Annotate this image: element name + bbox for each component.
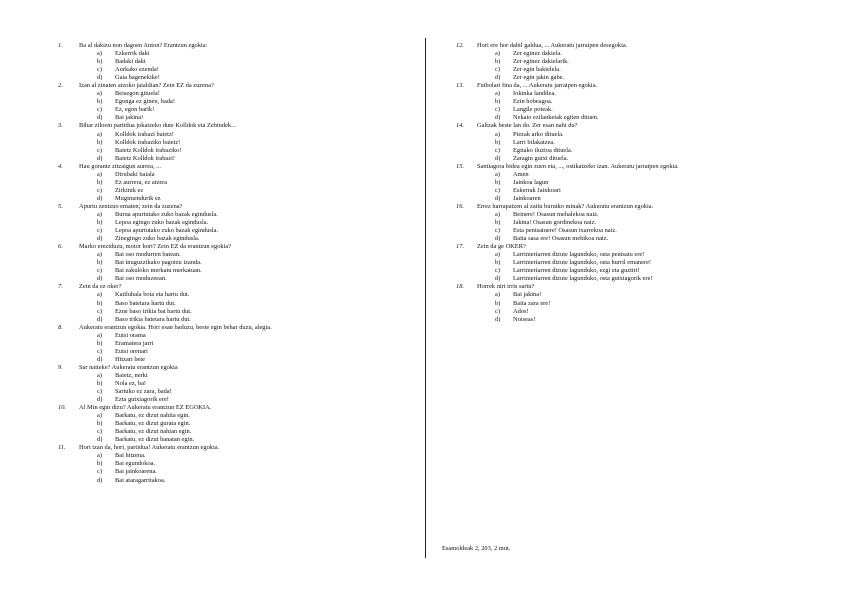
option-text: Ados! <box>513 307 529 315</box>
answer-option <box>58 66 388 74</box>
answer-option <box>456 179 796 187</box>
option-letter: d) <box>495 194 501 202</box>
question-number: 5. <box>58 202 63 210</box>
answer-option <box>58 235 388 243</box>
answer-option <box>58 396 388 404</box>
question-number: 2. <box>58 82 63 90</box>
answer-option <box>456 139 796 147</box>
answer-option <box>58 348 388 356</box>
answer-option <box>456 291 796 299</box>
answer-option <box>58 98 388 106</box>
answer-option <box>456 187 796 195</box>
option-text: Badaki daki <box>115 58 146 66</box>
question-text: Zein da ge OKER? <box>477 243 526 251</box>
option-text: Baso trikia batetara hartu dut. <box>115 315 191 323</box>
option-text: Ezkerrik daki <box>115 50 150 58</box>
option-letter: a) <box>97 291 102 299</box>
question <box>58 324 388 332</box>
answer-option <box>58 50 388 58</box>
option-letter: a) <box>97 210 102 218</box>
option-letter: c) <box>495 227 500 235</box>
question-text: Hori ere hor dabil galdua, ... Aukeratu jarraipen desegokia. <box>477 42 628 49</box>
question-number: 17. <box>456 243 464 251</box>
option-text: Bai inuguzzikako pagotzu izanda. <box>115 259 202 267</box>
answer-option <box>58 356 388 364</box>
option-text: Nekaio ezilanketak egiten dituen. <box>513 114 599 122</box>
question-number: 8. <box>58 323 63 331</box>
option-letter: c) <box>97 307 102 315</box>
answer-option <box>456 106 796 114</box>
option-letter: c) <box>495 66 500 74</box>
answer-option <box>58 251 388 259</box>
answer-option <box>58 267 388 275</box>
option-text: Langile poteak. <box>513 106 553 114</box>
option-letter: a) <box>97 90 102 98</box>
answer-option <box>58 171 388 179</box>
option-text: Jainkoa lagun <box>513 178 549 186</box>
answer-option <box>58 477 388 485</box>
option-letter: c) <box>495 186 500 194</box>
option-text: Bai jakina! <box>115 114 144 122</box>
option-text: Ez, egon barik! <box>115 106 155 114</box>
question-text: Ba al dakizu non dagoen Anton? Erantzun egokia: <box>79 42 208 49</box>
option-letter: c) <box>97 267 102 275</box>
question-text: Sar naiteke? Aukeratu erantzun egokia <box>79 363 178 371</box>
answer-option <box>58 420 388 428</box>
option-letter: c) <box>97 146 102 154</box>
option-letter: b) <box>97 58 103 66</box>
question <box>456 163 796 171</box>
option-letter: a) <box>97 50 102 58</box>
question <box>456 82 796 90</box>
option-text: Larrimeriarren dizute lagunduko, osta hurril emanere! <box>513 259 652 267</box>
option-letter: a) <box>495 291 500 299</box>
question-number: 13. <box>456 82 464 90</box>
answer-option <box>58 388 388 396</box>
question-text: Errez harrapatzen al zaitu burutko minak? Aukeratu erantzun egokia. <box>477 202 654 210</box>
answer-option <box>58 316 388 324</box>
option-text: Egitako iluzioa dituela. <box>513 146 573 154</box>
answer-option <box>58 74 388 82</box>
answer-option <box>58 90 388 98</box>
question-text: Horrek nirt irris sartu? <box>477 283 535 291</box>
option-letter: d) <box>495 235 501 243</box>
right-column <box>456 42 796 324</box>
option-letter: b) <box>495 299 501 307</box>
question-text: Futbolari fina da, ... Aukeratu jarraipen egokia. <box>477 82 598 90</box>
question <box>58 42 388 50</box>
option-text: Egonga ez ginen, bada! <box>115 98 175 106</box>
option-letter: b) <box>495 58 501 66</box>
answer-option <box>58 452 388 460</box>
option-text: Bai ataragarritakoa. <box>115 476 166 484</box>
option-text: Amen <box>513 170 529 178</box>
option-text: Esta pentsatuere! Osasun txarrekoa naiz. <box>513 227 617 235</box>
answer-option <box>58 187 388 195</box>
option-text: Zer egin jakin gabe. <box>513 74 565 82</box>
option-text: Bai hitzena. <box>115 452 146 460</box>
option-letter: d) <box>97 194 103 202</box>
question-number: 14. <box>456 122 464 130</box>
question <box>456 122 796 130</box>
answer-option <box>58 275 388 283</box>
answer-option <box>58 139 388 147</box>
option-letter: c) <box>97 227 102 235</box>
question-text: Aukeratu erantzun egokia. Hori esan baduzu, beste egin behar duzu, alegia. <box>79 323 272 331</box>
answer-option <box>58 291 388 299</box>
option-letter: a) <box>495 251 500 259</box>
option-text: Noiseas! <box>513 315 536 323</box>
question <box>456 203 796 211</box>
option-text: Baita zara ere! <box>513 299 551 307</box>
option-letter: b) <box>97 219 103 227</box>
option-text: Baietz, nerki <box>115 371 148 379</box>
answer-option <box>456 131 796 139</box>
option-letter: b) <box>495 138 501 146</box>
answer-option <box>58 195 388 203</box>
option-text: Zer egin bakielela. <box>513 66 561 74</box>
option-text: Ezin hobeagoa. <box>513 98 553 106</box>
option-text: Nola ez, ba! <box>115 379 147 387</box>
question-number: 15. <box>456 162 464 170</box>
option-letter: b) <box>97 299 103 307</box>
answer-option <box>58 114 388 122</box>
answer-option <box>456 147 796 155</box>
question <box>58 404 388 412</box>
option-text: Barkatu, ez dizut gurata egin. <box>115 420 191 428</box>
answer-option <box>456 171 796 179</box>
option-text: Ezta gutxiagorik ere! <box>115 396 169 404</box>
option-text: Eutsi orenari <box>115 347 148 355</box>
question-text: Hau gorantz zitzaigun aurrea, ... <box>79 162 161 170</box>
column-divider <box>425 38 426 558</box>
question-text: Santiagora bidea egin zuen eta, ..., ostikatzeko izan. Aukeratu jarraipen egokia. <box>477 162 679 170</box>
answer-option <box>456 235 796 243</box>
option-letter: b) <box>495 98 501 106</box>
option-letter: a) <box>97 130 102 138</box>
option-text: Burua apurtutako zuko bazak egindusla. <box>115 210 218 218</box>
option-letter: c) <box>97 468 102 476</box>
option-text: Aurkako ezenda! <box>115 66 159 74</box>
option-letter: b) <box>495 259 501 267</box>
answer-option <box>456 251 796 259</box>
option-text: Baietz Kolldok irabaziko! <box>115 146 182 154</box>
option-text: Larrimeriarren dizute lagunduko, osta gutxiagorik ere! <box>513 275 653 283</box>
option-text: Hitzari bete <box>115 355 145 363</box>
option-letter: b) <box>97 259 103 267</box>
question-text: Hori izan da, hori, partidua! Aukeratu erantzun egokia. <box>79 444 220 452</box>
option-text: Sartuko ez zara, bada! <box>115 388 172 396</box>
answer-option <box>58 58 388 66</box>
option-letter: c) <box>97 388 102 396</box>
question-text: Izan al zinaten atzoko jaialdian? Zein EZ da zuzena? <box>79 82 214 90</box>
option-text: Eutsi orama <box>115 331 146 339</box>
option-text: Mugimendurik ez <box>115 194 161 202</box>
option-text: Bai egundokoa. <box>115 460 156 468</box>
question-number: 18. <box>456 283 464 291</box>
answer-option <box>58 308 388 316</box>
answer-option <box>58 428 388 436</box>
option-letter: b) <box>97 379 103 387</box>
option-text: Beinere! Osasun mehalekoa naiz. <box>513 210 599 218</box>
answer-option <box>456 219 796 227</box>
question-number: 7. <box>58 283 63 291</box>
option-letter: a) <box>97 412 102 420</box>
question <box>58 163 388 171</box>
option-letter: d) <box>97 275 103 283</box>
option-text: Lepoa apurtutako zuko bazak egindusla. <box>115 227 219 235</box>
answer-option <box>58 332 388 340</box>
question <box>58 283 388 291</box>
answer-option <box>456 300 796 308</box>
answer-option <box>58 460 388 468</box>
question-number: 9. <box>58 363 63 371</box>
option-text: Bai jainkoarena. <box>115 468 157 476</box>
option-letter: d) <box>97 476 103 484</box>
option-text: Kolldok irabazi baietz! <box>115 130 174 138</box>
option-text: Barkatu, ez dizut nahian egin. <box>115 428 192 436</box>
option-text: Zirkinik ez <box>115 186 144 194</box>
option-text: Jainkoaren <box>513 194 541 202</box>
option-letter: b) <box>97 178 103 186</box>
option-letter: c) <box>97 428 102 436</box>
option-text: Bai oso modurren batean. <box>115 251 181 259</box>
question <box>58 243 388 251</box>
page-footer: Esamoldeak 2, 203, 2 mut. <box>442 545 511 552</box>
question-number: 16. <box>456 202 464 210</box>
option-text: Piezak arko dituela. <box>513 130 564 138</box>
option-text: Larrimeriarren dizute lagunduko, ezgi eta guztiri! <box>513 267 640 275</box>
answer-option <box>58 211 388 219</box>
option-text: Barkatu, ez dizut banatan egin. <box>115 436 195 444</box>
answer-option <box>456 316 796 324</box>
option-text: Dirubaki baiala <box>115 170 155 178</box>
option-letter: d) <box>495 315 501 323</box>
option-letter: c) <box>97 347 102 355</box>
option-text: Barkatu, ez dizut nahita egin. <box>115 412 190 420</box>
option-letter: d) <box>97 74 103 82</box>
answer-option <box>58 372 388 380</box>
left-column <box>58 42 388 485</box>
option-text: Jakina! Osasun gordinekoa naiz. <box>513 219 597 227</box>
option-text: Bai jakina! <box>513 291 542 299</box>
answer-option <box>58 131 388 139</box>
option-letter: a) <box>97 251 102 259</box>
option-text: Bai zakuloko merkatu merkatuan. <box>115 267 202 275</box>
answer-option <box>456 275 796 283</box>
option-text: Katiluhala bota eta hartu dut. <box>115 291 190 299</box>
answer-option <box>58 259 388 267</box>
option-letter: c) <box>97 106 102 114</box>
option-text: Bai oso moduzeean. <box>115 275 167 283</box>
answer-option <box>456 50 796 58</box>
option-letter: a) <box>495 210 500 218</box>
question-text: Bihar ziloem partidua jokatzeko dute Kolldok eta Zebindek... <box>79 122 236 130</box>
option-letter: b) <box>97 98 103 106</box>
option-letter: a) <box>97 170 102 178</box>
answer-option <box>58 436 388 444</box>
answer-option <box>58 340 388 348</box>
answer-option <box>58 227 388 235</box>
option-letter: d) <box>97 235 103 243</box>
option-text: Baso batetara hartu dut. <box>115 299 176 307</box>
answer-option <box>456 66 796 74</box>
option-text: Baietz Kolldok irabazi! <box>115 154 175 162</box>
answer-option <box>58 468 388 476</box>
answer-option <box>456 98 796 106</box>
question-number: 12. <box>456 42 464 49</box>
option-letter: b) <box>495 178 501 186</box>
question-number: 4. <box>58 162 63 170</box>
option-text: Eramatera jarri <box>115 339 154 347</box>
question-text: Galtzak beste lan du. Zer esan nahi du? <box>477 122 578 130</box>
option-letter: d) <box>495 154 501 162</box>
option-letter: d) <box>97 436 103 444</box>
answer-option <box>58 147 388 155</box>
option-text: Kolldok irabaziko baietz! <box>115 138 181 146</box>
question <box>58 82 388 90</box>
question-number: 6. <box>58 243 63 251</box>
option-text: Iokinka landilea. <box>513 90 556 98</box>
option-text: Ezne baso trikia bat hartu dut. <box>115 307 192 315</box>
option-letter: d) <box>97 315 103 323</box>
option-text: Larrimeriarren dizute lagunduko, osta pentsatu ere! <box>513 251 645 259</box>
option-text: Zaragin gutxi dituela. <box>513 154 569 162</box>
question-number: 11. <box>58 444 66 452</box>
option-text: Beisegon gituela! <box>115 90 160 98</box>
question <box>58 203 388 211</box>
option-text: Eskerrak Jainkoari <box>513 186 561 194</box>
option-letter: d) <box>97 114 103 122</box>
option-letter: c) <box>97 186 102 194</box>
question <box>58 364 388 372</box>
option-letter: c) <box>495 106 500 114</box>
option-text: Baita sasa ere! Osasun mehikoa naiz. <box>513 235 609 243</box>
question-number: 10. <box>58 404 66 412</box>
option-letter: b) <box>97 460 103 468</box>
question-text: Zein da ez oker? <box>79 283 122 291</box>
option-letter: a) <box>97 452 102 460</box>
question <box>456 42 796 50</box>
answer-option <box>58 155 388 163</box>
question-text: Al Min egin dizu? Aukeratu erantzun EZ EGOKIA. <box>79 404 212 412</box>
question <box>456 243 796 251</box>
answer-option <box>456 155 796 163</box>
option-letter: c) <box>495 267 500 275</box>
option-letter: d) <box>495 114 501 122</box>
answer-option <box>58 380 388 388</box>
answer-option <box>58 412 388 420</box>
option-letter: a) <box>495 130 500 138</box>
answer-option <box>456 114 796 122</box>
option-letter: d) <box>97 396 103 404</box>
answer-option <box>456 211 796 219</box>
option-letter: a) <box>495 50 500 58</box>
answer-option <box>456 267 796 275</box>
question-text: Marko ereziduzu, motor hori? Zein EZ da erantzun egokia? <box>79 243 232 251</box>
option-text: Gaia bagenekike! <box>115 74 160 82</box>
answer-option <box>58 300 388 308</box>
option-letter: d) <box>495 74 501 82</box>
answer-option <box>58 106 388 114</box>
option-text: Ez aurrera, ez atzera <box>115 178 168 186</box>
question-number: 3. <box>58 122 63 130</box>
option-letter: a) <box>97 371 102 379</box>
option-letter: c) <box>97 66 102 74</box>
answer-option <box>456 308 796 316</box>
question <box>456 283 796 291</box>
option-text: Lepoa egingo zuko bazak egindusla. <box>115 219 209 227</box>
answer-option <box>456 74 796 82</box>
answer-option <box>456 58 796 66</box>
option-letter: b) <box>495 219 501 227</box>
option-letter: b) <box>97 420 103 428</box>
option-letter: c) <box>495 146 500 154</box>
answer-option <box>456 90 796 98</box>
option-text: Zer eginez dakiela. <box>513 50 562 58</box>
question-number: 1. <box>58 42 63 49</box>
option-letter: a) <box>495 90 500 98</box>
answer-option <box>58 219 388 227</box>
option-letter: b) <box>97 339 103 347</box>
question-text: Apurtu zentzuo ematen; zein da zuzena? <box>79 202 183 210</box>
answer-option <box>456 195 796 203</box>
option-letter: a) <box>495 170 500 178</box>
option-letter: a) <box>97 331 102 339</box>
answer-option <box>456 259 796 267</box>
question <box>58 122 388 130</box>
option-text: Larri bilakatzea. <box>513 138 555 146</box>
answer-option <box>58 179 388 187</box>
option-text: Zinegingo zuko bazak egindusla. <box>115 235 200 243</box>
option-letter: c) <box>495 307 500 315</box>
option-text: Zer eginez dakielarik. <box>513 58 569 66</box>
option-letter: d) <box>97 154 103 162</box>
option-letter: d) <box>97 355 103 363</box>
option-letter: b) <box>97 138 103 146</box>
answer-option <box>456 227 796 235</box>
question <box>58 444 388 452</box>
option-letter: d) <box>495 275 501 283</box>
